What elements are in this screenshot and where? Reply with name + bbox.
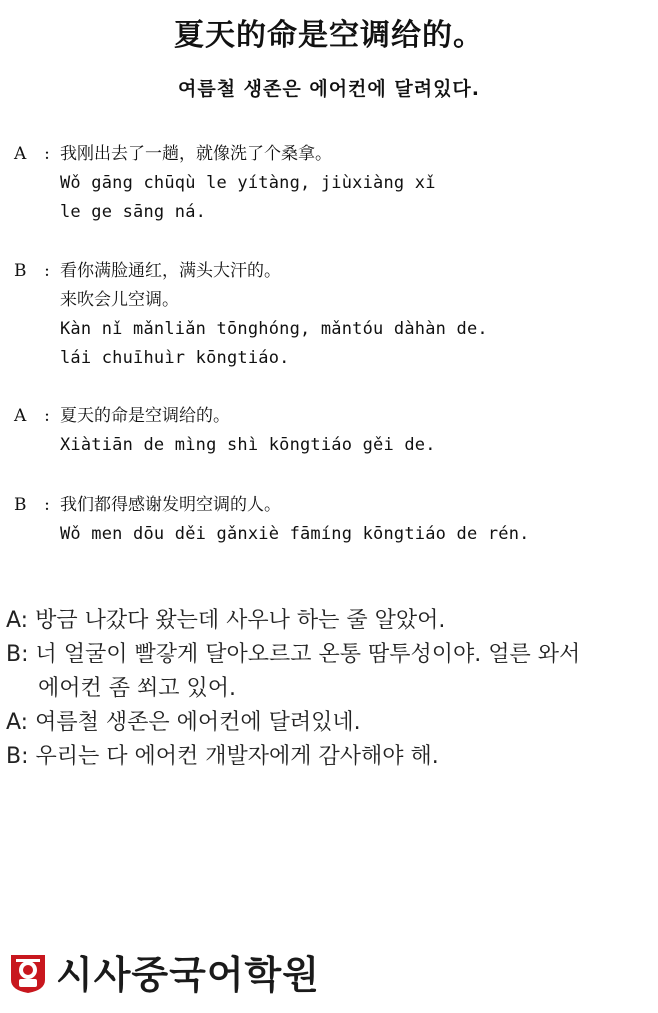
chinese-line: 看你满脸通红，满头大汗的。: [60, 261, 281, 281]
speaker-label: B: [6, 744, 22, 769]
speaker-label: A: [6, 710, 21, 735]
speaker-label: A: [14, 144, 27, 164]
korean-line-b1-cont: 에어컨 좀 쐬고 있어.: [38, 676, 236, 701]
dialogue-block-2: [14, 257, 644, 373]
chinese-line: 来吹会儿空调。: [60, 290, 179, 310]
speaker-colon: :: [44, 495, 50, 515]
dialogue-block-3: [14, 402, 644, 460]
speaker-label: B: [6, 642, 22, 667]
korean-line-b2: B: 우리는 다 에어컨 개발자에게 감사해야 해.: [6, 744, 439, 769]
pinyin-line: lái chuīhuìr kōngtiáo.: [60, 348, 290, 368]
korean-text: 방금 나갔다 왔는데 사우나 하는 줄 알았어.: [35, 608, 446, 633]
pinyin-line: Wǒ men dōu děi gǎnxiè fāmíng kōngtiáo de rén.: [60, 524, 530, 544]
page-title: 夏天的命是空调给的。: [174, 18, 484, 53]
academy-name: 시사중국어학원: [56, 953, 320, 997]
academy-logo: [8, 944, 320, 999]
pinyin-line: Wǒ gāng chūqù le yítàng, jiùxiàng xǐ: [60, 173, 436, 193]
speaker-label: A: [14, 406, 27, 426]
chinese-line: 夏天的命是空调给的。: [60, 406, 230, 426]
speaker-colon: :: [44, 261, 50, 281]
speaker-label: A: [6, 608, 21, 633]
page-subtitle: 여름철 생존은 에어컨에 달려있다.: [177, 78, 481, 100]
dialogue-block-4: [14, 491, 644, 549]
korean-line-a2: A: 여름철 생존은 에어컨에 달려있네.: [6, 710, 361, 735]
speaker-colon: :: [44, 406, 50, 426]
korean-translation: [6, 604, 656, 774]
chinese-line: 我们都得感谢发明空调的人。: [60, 495, 281, 515]
korean-line-b1: B: 너 얼굴이 빨갛게 달아오르고 온통 땀투성이야. 얼른 와서: [6, 642, 581, 667]
dialogue-block-1: [14, 140, 644, 227]
pinyin-line: Xiàtiān de mìng shì kōngtiáo gěi de.: [60, 435, 436, 455]
speaker-label: B: [14, 261, 27, 281]
speaker-colon: :: [44, 144, 50, 164]
pinyin-line: Kàn nǐ mǎnliǎn tōnghóng, mǎntóu dàhàn de.: [60, 319, 488, 339]
pinyin-line: le ge sāng ná.: [60, 202, 207, 222]
korean-line-a1: A: 방금 나갔다 왔는데 사우나 하는 줄 알았어.: [6, 608, 446, 633]
korean-text: 여름철 생존은 에어컨에 달려있네.: [35, 710, 361, 735]
academy-emblem-icon: [8, 950, 48, 994]
korean-text: 너 얼굴이 빨갛게 달아오르고 온통 땀투성이야. 얼른 와서: [35, 642, 581, 667]
speaker-label: B: [14, 495, 27, 515]
chinese-line: 我刚出去了一趟，就像洗了个桑拿。: [60, 144, 332, 164]
korean-text: 우리는 다 에어컨 개발자에게 감사해야 해.: [35, 744, 439, 769]
